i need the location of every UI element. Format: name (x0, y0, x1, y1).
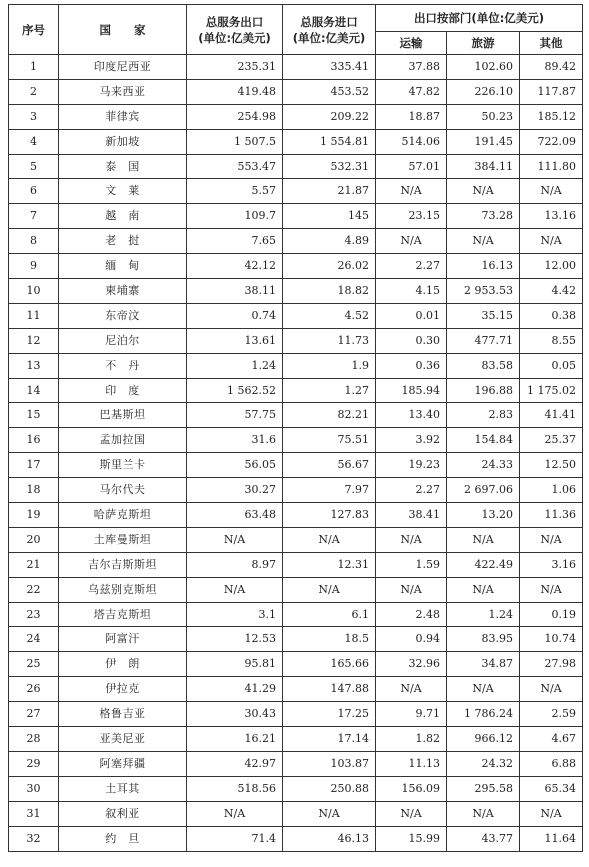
table-row (9, 702, 583, 727)
cell-tourism: 24.33 (447, 453, 520, 478)
cell-tourism: N/A (447, 229, 520, 254)
cell-tourism: N/A (447, 677, 520, 702)
cell-total-imports: 127.83 (283, 503, 376, 528)
cell-tourism: 2 953.53 (447, 279, 520, 304)
cell-other: 89.42 (520, 55, 583, 80)
cell-country: 菲律宾 (59, 104, 187, 129)
cell-total-exports: N/A (187, 801, 283, 826)
cell-country: 越 南 (59, 204, 187, 229)
cell-transport: 0.01 (376, 303, 447, 328)
cell-country: 伊拉克 (59, 677, 187, 702)
cell-country: 东帝汶 (59, 303, 187, 328)
cell-total-imports: 6.1 (283, 602, 376, 627)
cell-tourism: 1 786.24 (447, 702, 520, 727)
cell-transport: N/A (376, 801, 447, 826)
cell-transport: 38.41 (376, 503, 447, 528)
header-imports (283, 5, 376, 55)
cell-other: 185.12 (520, 104, 583, 129)
cell-other: 117.87 (520, 79, 583, 104)
cell-other: 4.67 (520, 727, 583, 752)
cell-total-exports: 38.11 (187, 279, 283, 304)
cell-total-imports: 46.13 (283, 826, 376, 851)
cell-index: 2 (9, 79, 59, 104)
header-tourism: 旅游 (447, 32, 520, 55)
cell-total-imports: 209.22 (283, 104, 376, 129)
cell-transport: 4.15 (376, 279, 447, 304)
cell-index: 11 (9, 303, 59, 328)
cell-total-exports: 254.98 (187, 104, 283, 129)
table-row (9, 378, 583, 403)
cell-total-imports: 4.52 (283, 303, 376, 328)
cell-country: 孟加拉国 (59, 428, 187, 453)
cell-total-exports: 31.6 (187, 428, 283, 453)
table-row (9, 229, 583, 254)
cell-other: 8.55 (520, 328, 583, 353)
cell-index: 28 (9, 727, 59, 752)
cell-index: 8 (9, 229, 59, 254)
cell-transport: 57.01 (376, 154, 447, 179)
services-trade-table (8, 4, 583, 852)
cell-tourism: 43.77 (447, 826, 520, 851)
cell-total-imports: 18.82 (283, 279, 376, 304)
cell-total-imports: 21.87 (283, 179, 376, 204)
cell-total-imports: 18.5 (283, 627, 376, 652)
cell-country: 哈萨克斯坦 (59, 503, 187, 528)
cell-total-imports: 250.88 (283, 776, 376, 801)
cell-country: 尼泊尔 (59, 328, 187, 353)
cell-total-exports: 1 562.52 (187, 378, 283, 403)
cell-total-imports: 147.88 (283, 677, 376, 702)
cell-country: 老 挝 (59, 229, 187, 254)
header-exports (187, 5, 283, 55)
cell-transport: 37.88 (376, 55, 447, 80)
cell-country: 亚美尼亚 (59, 727, 187, 752)
cell-total-exports: 57.75 (187, 403, 283, 428)
cell-index: 1 (9, 55, 59, 80)
cell-total-exports: 235.31 (187, 55, 283, 80)
cell-other: 2.59 (520, 702, 583, 727)
cell-total-exports: 71.4 (187, 826, 283, 851)
cell-other: 0.05 (520, 353, 583, 378)
cell-other: N/A (520, 229, 583, 254)
header-other: 其他 (520, 32, 583, 55)
cell-transport: N/A (376, 677, 447, 702)
cell-total-imports: 82.21 (283, 403, 376, 428)
cell-tourism: 83.95 (447, 627, 520, 652)
cell-country: 巴基斯坦 (59, 403, 187, 428)
cell-index: 24 (9, 627, 59, 652)
cell-transport: 15.99 (376, 826, 447, 851)
cell-index: 25 (9, 652, 59, 677)
cell-index: 27 (9, 702, 59, 727)
table-row (9, 154, 583, 179)
cell-country: 马来西亚 (59, 79, 187, 104)
header-country: 国 家 (59, 5, 187, 55)
table-body (9, 55, 583, 852)
cell-tourism: 34.87 (447, 652, 520, 677)
table-row (9, 303, 583, 328)
cell-transport: 23.15 (376, 204, 447, 229)
cell-transport: 9.71 (376, 702, 447, 727)
table-header (9, 5, 583, 55)
table-row (9, 527, 583, 552)
cell-total-exports: 8.97 (187, 552, 283, 577)
cell-index: 30 (9, 776, 59, 801)
cell-tourism: 2.83 (447, 403, 520, 428)
cell-total-exports: 30.27 (187, 478, 283, 503)
cell-country: 吉尔吉斯斯坦 (59, 552, 187, 577)
cell-total-imports: 335.41 (283, 55, 376, 80)
cell-tourism: 35.15 (447, 303, 520, 328)
cell-country: 文 莱 (59, 179, 187, 204)
cell-total-imports: 17.14 (283, 727, 376, 752)
cell-country: 马尔代夫 (59, 478, 187, 503)
cell-country: 伊 朗 (59, 652, 187, 677)
table-row (9, 254, 583, 279)
cell-country: 不 丹 (59, 353, 187, 378)
table-row (9, 552, 583, 577)
cell-tourism: 83.58 (447, 353, 520, 378)
cell-index: 15 (9, 403, 59, 428)
cell-index: 13 (9, 353, 59, 378)
cell-country: 阿富汗 (59, 627, 187, 652)
cell-total-exports: 95.81 (187, 652, 283, 677)
cell-index: 7 (9, 204, 59, 229)
cell-index: 22 (9, 577, 59, 602)
cell-country: 新加坡 (59, 129, 187, 154)
cell-transport: 0.36 (376, 353, 447, 378)
cell-tourism: 50.23 (447, 104, 520, 129)
cell-country: 约 旦 (59, 826, 187, 851)
cell-index: 32 (9, 826, 59, 851)
cell-other: 0.19 (520, 602, 583, 627)
cell-total-exports: 7.65 (187, 229, 283, 254)
cell-tourism: N/A (447, 527, 520, 552)
cell-total-exports: 1.24 (187, 353, 283, 378)
table-row (9, 129, 583, 154)
table-row (9, 503, 583, 528)
table-row (9, 204, 583, 229)
cell-tourism: 422.49 (447, 552, 520, 577)
cell-country: 泰 国 (59, 154, 187, 179)
cell-transport: N/A (376, 229, 447, 254)
table-row (9, 104, 583, 129)
table-row (9, 677, 583, 702)
cell-total-imports: 26.02 (283, 254, 376, 279)
table-row (9, 602, 583, 627)
table-row (9, 55, 583, 80)
table-row (9, 328, 583, 353)
cell-tourism: N/A (447, 801, 520, 826)
cell-transport: 11.13 (376, 751, 447, 776)
cell-other: 1.06 (520, 478, 583, 503)
cell-transport: 156.09 (376, 776, 447, 801)
cell-total-exports: 63.48 (187, 503, 283, 528)
table-row (9, 627, 583, 652)
cell-total-exports: 0.74 (187, 303, 283, 328)
cell-total-imports: 1 554.81 (283, 129, 376, 154)
cell-total-exports: N/A (187, 577, 283, 602)
cell-other: 25.37 (520, 428, 583, 453)
cell-index: 5 (9, 154, 59, 179)
cell-total-exports: 553.47 (187, 154, 283, 179)
cell-total-exports: 12.53 (187, 627, 283, 652)
cell-total-imports: 532.31 (283, 154, 376, 179)
cell-country: 土库曼斯坦 (59, 527, 187, 552)
cell-other: 4.42 (520, 279, 583, 304)
cell-other: 13.16 (520, 204, 583, 229)
cell-index: 31 (9, 801, 59, 826)
cell-other: 27.98 (520, 652, 583, 677)
header-sector-group: 出口按部门(单位:亿美元) (376, 5, 583, 32)
header-idx: 序号 (9, 5, 59, 55)
cell-tourism: 154.84 (447, 428, 520, 453)
cell-tourism: 226.10 (447, 79, 520, 104)
cell-index: 16 (9, 428, 59, 453)
table-row (9, 453, 583, 478)
table-row (9, 826, 583, 851)
cell-country: 乌兹别克斯坦 (59, 577, 187, 602)
table-row (9, 179, 583, 204)
cell-country: 斯里兰卡 (59, 453, 187, 478)
cell-transport: 1.59 (376, 552, 447, 577)
cell-transport: 514.06 (376, 129, 447, 154)
cell-country: 印度尼西亚 (59, 55, 187, 80)
cell-total-exports: 1 507.5 (187, 129, 283, 154)
cell-transport: 0.30 (376, 328, 447, 353)
table-row (9, 776, 583, 801)
cell-other: N/A (520, 677, 583, 702)
table-row (9, 801, 583, 826)
cell-tourism: 24.32 (447, 751, 520, 776)
cell-other: 1 175.02 (520, 378, 583, 403)
cell-transport: N/A (376, 577, 447, 602)
cell-country: 塔吉克斯坦 (59, 602, 187, 627)
cell-index: 20 (9, 527, 59, 552)
cell-index: 9 (9, 254, 59, 279)
cell-total-imports: 7.97 (283, 478, 376, 503)
cell-other: N/A (520, 527, 583, 552)
header-exports-title: 总服务出口 (205, 14, 264, 29)
cell-country: 叙利亚 (59, 801, 187, 826)
cell-transport: N/A (376, 179, 447, 204)
cell-index: 6 (9, 179, 59, 204)
cell-tourism: 191.45 (447, 129, 520, 154)
cell-tourism: 196.88 (447, 378, 520, 403)
cell-total-imports: 17.25 (283, 702, 376, 727)
cell-transport: 2.48 (376, 602, 447, 627)
table-row (9, 403, 583, 428)
cell-total-imports: 75.51 (283, 428, 376, 453)
cell-other: N/A (520, 577, 583, 602)
cell-other: 12.00 (520, 254, 583, 279)
cell-other: 11.64 (520, 826, 583, 851)
cell-total-exports: 518.56 (187, 776, 283, 801)
cell-total-exports: 42.97 (187, 751, 283, 776)
cell-tourism: N/A (447, 179, 520, 204)
cell-other: 722.09 (520, 129, 583, 154)
cell-tourism: 477.71 (447, 328, 520, 353)
cell-total-imports: 1.27 (283, 378, 376, 403)
table-row (9, 577, 583, 602)
cell-tourism: 73.28 (447, 204, 520, 229)
table-row (9, 652, 583, 677)
cell-total-imports: 11.73 (283, 328, 376, 353)
cell-other: 65.34 (520, 776, 583, 801)
cell-index: 18 (9, 478, 59, 503)
cell-total-imports: 453.52 (283, 79, 376, 104)
cell-transport: 2.27 (376, 254, 447, 279)
cell-transport: 1.82 (376, 727, 447, 752)
cell-tourism: 1.24 (447, 602, 520, 627)
cell-country: 印 度 (59, 378, 187, 403)
cell-transport: 13.40 (376, 403, 447, 428)
cell-index: 23 (9, 602, 59, 627)
cell-index: 12 (9, 328, 59, 353)
cell-total-imports: 12.31 (283, 552, 376, 577)
table-row (9, 353, 583, 378)
cell-other: 41.41 (520, 403, 583, 428)
cell-total-imports: N/A (283, 577, 376, 602)
cell-index: 14 (9, 378, 59, 403)
cell-tourism: 295.58 (447, 776, 520, 801)
cell-index: 10 (9, 279, 59, 304)
table-row (9, 279, 583, 304)
cell-other: 10.74 (520, 627, 583, 652)
cell-other: 0.38 (520, 303, 583, 328)
cell-total-exports: 56.05 (187, 453, 283, 478)
cell-tourism: 13.20 (447, 503, 520, 528)
cell-transport: 32.96 (376, 652, 447, 677)
table-row (9, 751, 583, 776)
header-imports-title: 总服务进口 (300, 14, 358, 29)
cell-total-exports: 42.12 (187, 254, 283, 279)
cell-other: N/A (520, 179, 583, 204)
cell-total-exports: 3.1 (187, 602, 283, 627)
cell-other: 6.88 (520, 751, 583, 776)
table-row (9, 428, 583, 453)
cell-other: 11.36 (520, 503, 583, 528)
cell-total-imports: 1.9 (283, 353, 376, 378)
cell-total-exports: 5.57 (187, 179, 283, 204)
cell-index: 4 (9, 129, 59, 154)
cell-tourism: 102.60 (447, 55, 520, 80)
cell-country: 格鲁吉亚 (59, 702, 187, 727)
table-row (9, 79, 583, 104)
cell-country: 土耳其 (59, 776, 187, 801)
cell-transport: 0.94 (376, 627, 447, 652)
table-row (9, 478, 583, 503)
cell-total-exports: 13.61 (187, 328, 283, 353)
cell-country: 缅 甸 (59, 254, 187, 279)
cell-total-imports: 145 (283, 204, 376, 229)
cell-total-exports: 419.48 (187, 79, 283, 104)
cell-country: 阿塞拜疆 (59, 751, 187, 776)
cell-total-exports: 109.7 (187, 204, 283, 229)
cell-other: 12.50 (520, 453, 583, 478)
cell-total-exports: 30.43 (187, 702, 283, 727)
cell-total-imports: 4.89 (283, 229, 376, 254)
cell-index: 21 (9, 552, 59, 577)
cell-total-exports: 16.21 (187, 727, 283, 752)
cell-index: 19 (9, 503, 59, 528)
cell-tourism: 2 697.06 (447, 478, 520, 503)
cell-other: 3.16 (520, 552, 583, 577)
cell-tourism: 966.12 (447, 727, 520, 752)
cell-transport: 18.87 (376, 104, 447, 129)
cell-country: 柬埔寨 (59, 279, 187, 304)
cell-total-imports: 103.87 (283, 751, 376, 776)
cell-transport: 19.23 (376, 453, 447, 478)
header-transport: 运输 (376, 32, 447, 55)
cell-other: N/A (520, 801, 583, 826)
cell-other: 111.80 (520, 154, 583, 179)
cell-transport: N/A (376, 527, 447, 552)
table-row (9, 727, 583, 752)
cell-total-imports: N/A (283, 527, 376, 552)
cell-index: 29 (9, 751, 59, 776)
cell-transport: 3.92 (376, 428, 447, 453)
cell-index: 26 (9, 677, 59, 702)
cell-transport: 185.94 (376, 378, 447, 403)
cell-total-imports: 165.66 (283, 652, 376, 677)
cell-index: 3 (9, 104, 59, 129)
cell-total-imports: 56.67 (283, 453, 376, 478)
cell-transport: 47.82 (376, 79, 447, 104)
cell-total-imports: N/A (283, 801, 376, 826)
cell-index: 17 (9, 453, 59, 478)
cell-transport: 2.27 (376, 478, 447, 503)
cell-total-exports: N/A (187, 527, 283, 552)
cell-total-exports: 41.29 (187, 677, 283, 702)
header-imports-unit: (单位:亿美元) (292, 30, 366, 45)
cell-tourism: 16.13 (447, 254, 520, 279)
cell-tourism: N/A (447, 577, 520, 602)
header-exports-unit: (单位:亿美元) (198, 30, 271, 45)
cell-tourism: 384.11 (447, 154, 520, 179)
